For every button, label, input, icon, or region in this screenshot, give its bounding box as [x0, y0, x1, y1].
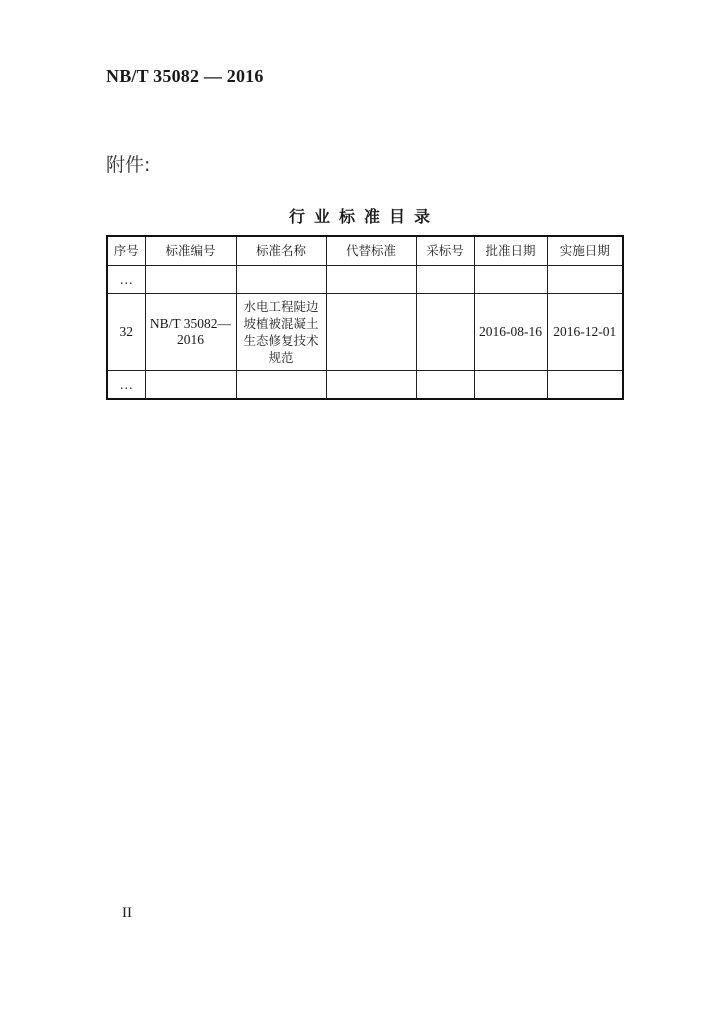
column-header-code: 标准编号 — [145, 236, 236, 266]
column-header-name: 标准名称 — [236, 236, 326, 266]
cell-seq: … — [107, 371, 145, 400]
standards-catalog-table — [106, 235, 624, 400]
column-header-seq: 序号 — [107, 236, 145, 266]
table-header-row — [107, 236, 623, 266]
table-row — [107, 266, 623, 294]
cell-effective — [547, 371, 623, 400]
cell-seq: … — [107, 266, 145, 294]
column-header-approved: 批准日期 — [474, 236, 547, 266]
standard-code-header: NB/T 35082 — 2016 — [106, 66, 264, 86]
attachment-label: 附件: — [106, 154, 151, 176]
column-header-effective: 实施日期 — [547, 236, 623, 266]
page-number: II — [122, 905, 132, 921]
cell-replaces — [326, 294, 416, 371]
cell-code: NB/T 35082—2016 — [145, 294, 236, 371]
cell-seq: 32 — [107, 294, 145, 371]
cell-replaces — [326, 266, 416, 294]
cell-name — [236, 371, 326, 400]
table-row — [107, 371, 623, 400]
column-header-adopted: 采标号 — [416, 236, 474, 266]
cell-adopted — [416, 371, 474, 400]
cell-code — [145, 371, 236, 400]
cell-name: 水电工程陡边坡植被混凝土生态修复技术规范 — [236, 294, 326, 371]
cell-adopted — [416, 266, 474, 294]
cell-approved — [474, 266, 547, 294]
cell-approved: 2016-08-16 — [474, 294, 547, 371]
cell-effective: 2016-12-01 — [547, 294, 623, 371]
table-row — [107, 294, 623, 371]
table-title: 行业标准目录 — [288, 207, 439, 226]
cell-code — [145, 266, 236, 294]
cell-replaces — [326, 371, 416, 400]
column-header-replaces: 代替标准 — [326, 236, 416, 266]
cell-adopted — [416, 294, 474, 371]
cell-approved — [474, 371, 547, 400]
cell-effective — [547, 266, 623, 294]
cell-name — [236, 266, 326, 294]
